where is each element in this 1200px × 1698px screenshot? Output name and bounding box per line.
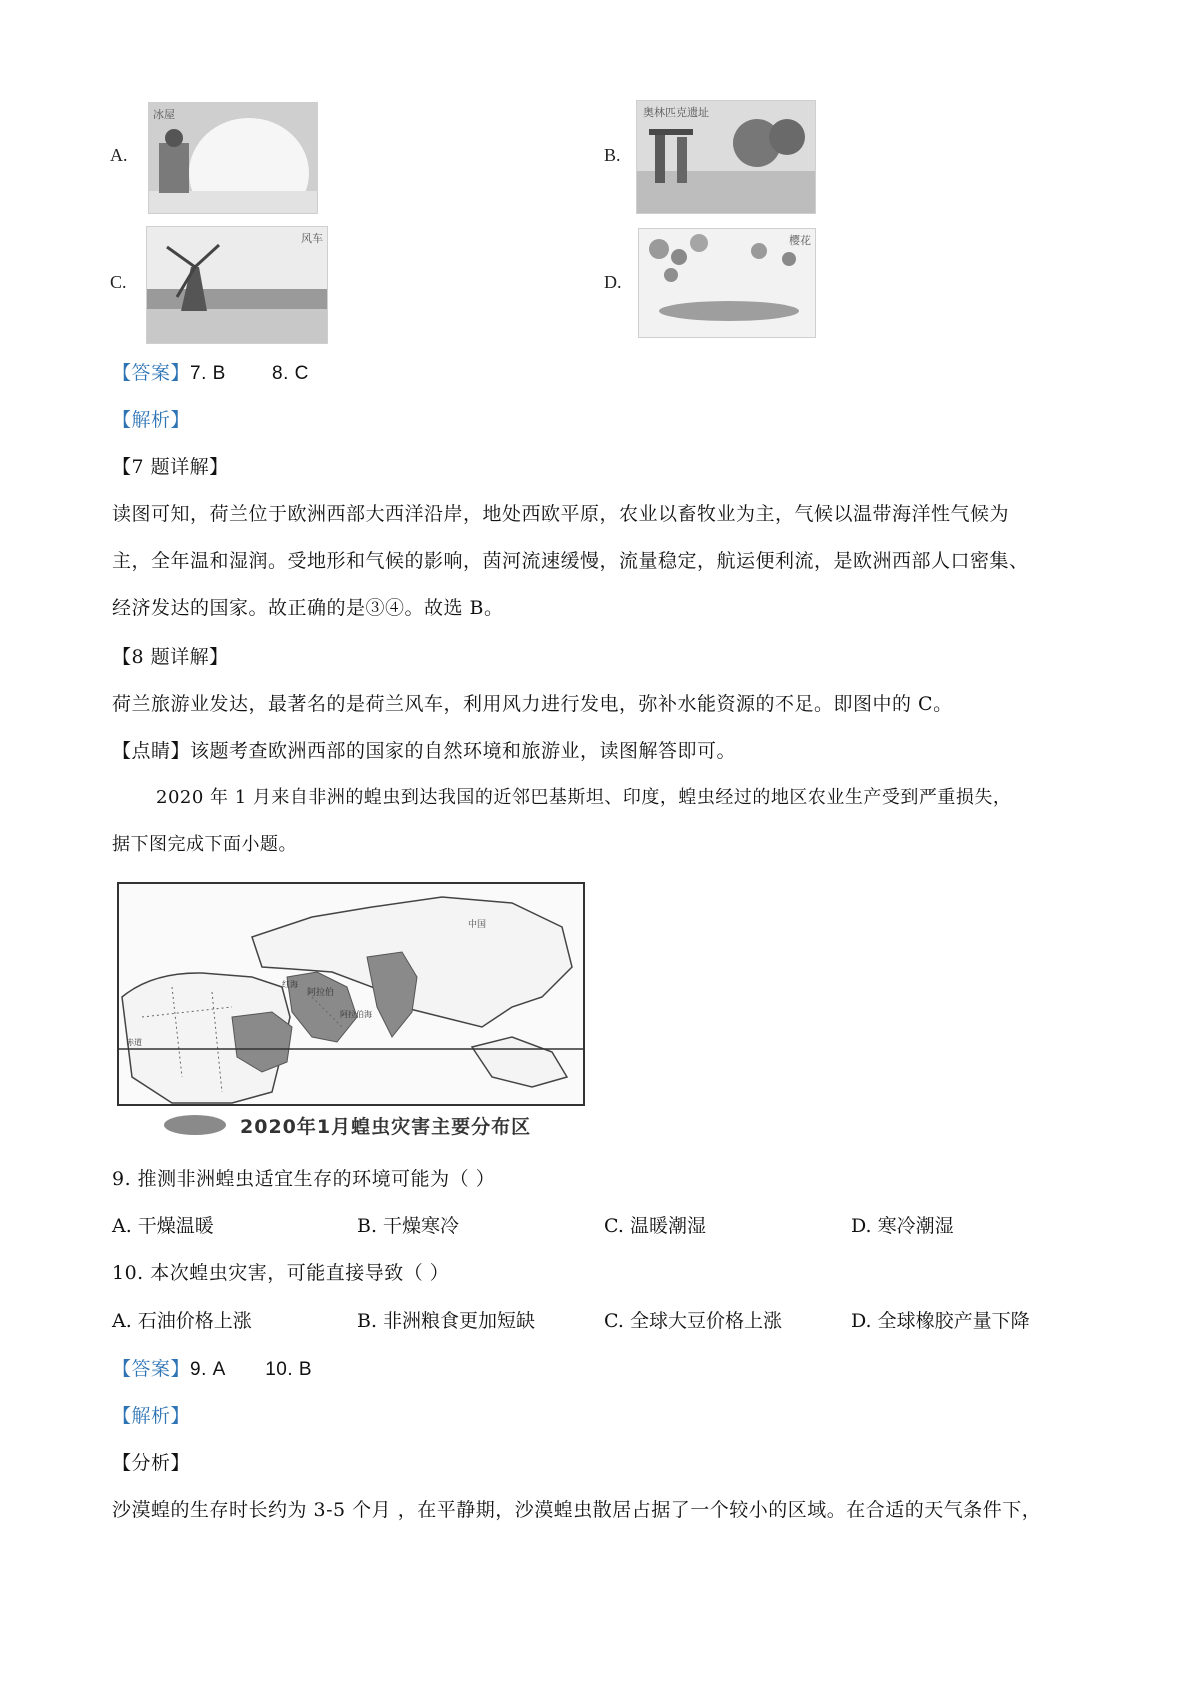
- q10-option-a: A. 石油价格上涨: [112, 1310, 252, 1332]
- option-d-label: D.: [604, 272, 622, 292]
- answer-tag: 【答案】: [112, 362, 191, 384]
- intro-line-1: 2020 年 1 月来自非洲的蝗虫到达我国的近邻巴基斯坦、印度，蝗虫经过的地区农业生产受到严重损失，: [156, 787, 1012, 808]
- option-b-label: B.: [604, 145, 621, 165]
- map-legend-text: 2020年1月蝗虫灾害主要分布区: [240, 1116, 532, 1138]
- windmill-image: [146, 226, 328, 344]
- olympia-ruins-image: [636, 100, 816, 214]
- answer-7-8: [112, 358, 309, 385]
- question-9-stem: 9. 推测非洲蝗虫适宜生存的环境可能为（ ）: [112, 1168, 496, 1190]
- detail-8-line-1: 荷兰旅游业发达，最著名的是荷兰风车，利用风力进行发电，弥补水能资源的不足。即图中的 C。: [112, 693, 953, 715]
- map-label-equator: 赤道: [126, 1038, 142, 1047]
- answer-tag-2: 【答案】: [112, 1358, 191, 1380]
- answer-9-10: [112, 1354, 312, 1381]
- question-10-stem: 10. 本次蝗虫灾害，可能直接导致（ ）: [112, 1262, 450, 1284]
- analysis-heading-2: 【解析】: [112, 1405, 191, 1427]
- detail-7-line-3: 经济发达的国家。故正确的是③④。故选 B。: [112, 597, 504, 619]
- analysis-fenxi: 【分析】: [112, 1452, 191, 1474]
- locust-distribution-map: [112, 877, 590, 1145]
- detail-7-line-1: 读图可知，荷兰位于欧洲西部大西洋沿岸，地处西欧平原，农业以畜牧业为主，气候以温带海洋性气候为: [112, 503, 1010, 525]
- map-drawing: [112, 877, 590, 1107]
- option-c-label: C.: [110, 272, 127, 292]
- q9-option-d: D. 寒冷潮湿: [851, 1215, 954, 1237]
- map-label-arabian-sea: 阿拉伯海: [340, 1010, 372, 1019]
- option-a-label: A.: [110, 145, 128, 165]
- answer-text-2: 9. A 10. B: [190, 1359, 313, 1380]
- olympia-caption: 奥林匹克遗址: [643, 106, 709, 119]
- cherry-caption: 樱花: [789, 234, 811, 247]
- q10-option-c: C. 全球大豆价格上涨: [604, 1310, 782, 1332]
- cherry-blossom-image: [638, 228, 816, 338]
- igloo-image: [148, 102, 318, 214]
- analysis-heading: 【解析】: [112, 409, 191, 431]
- q9-option-a: A. 干燥温暖: [112, 1215, 214, 1237]
- answer-text: 7. B 8. C: [190, 363, 309, 384]
- q10-option-b: B. 非洲粮食更加短缺: [357, 1310, 536, 1332]
- detail-7-line-2: 主，全年温和湿润。受地形和气候的影响，茵河流速缓慢，流量稳定，航运便利流，是欧洲西部人口密集、: [112, 550, 1029, 572]
- q9-option-b: B. 干燥寒冷: [357, 1215, 460, 1237]
- map-label-china: 中国: [468, 920, 487, 930]
- detail-7-title: 【7 题详解】: [112, 456, 229, 478]
- map-label-arabia: 阿拉伯: [307, 988, 335, 998]
- tip-text: 【点睛】该题考查欧洲西部的国家的自然环境和旅游业，读图解答即可。: [112, 740, 737, 762]
- intro-line-2: 据下图完成下面小题。: [112, 834, 297, 855]
- q10-option-d: D. 全球橡胶产量下降: [851, 1310, 1030, 1332]
- map-label-red-sea: 红海: [282, 980, 298, 989]
- desert-locust-text: 沙漠蝗的生存时长约为 3-5 个月 ，在平静期，沙漠蝗虫散居占据了一个较小的区域。在合适的天气条件下，: [112, 1499, 1042, 1521]
- legend-swatch: [164, 1115, 226, 1135]
- q9-option-c: C. 温暖潮湿: [604, 1215, 706, 1237]
- detail-8-title: 【8 题详解】: [112, 646, 229, 668]
- igloo-caption: 冰屋: [153, 108, 175, 121]
- windmill-caption: 风车: [301, 232, 323, 245]
